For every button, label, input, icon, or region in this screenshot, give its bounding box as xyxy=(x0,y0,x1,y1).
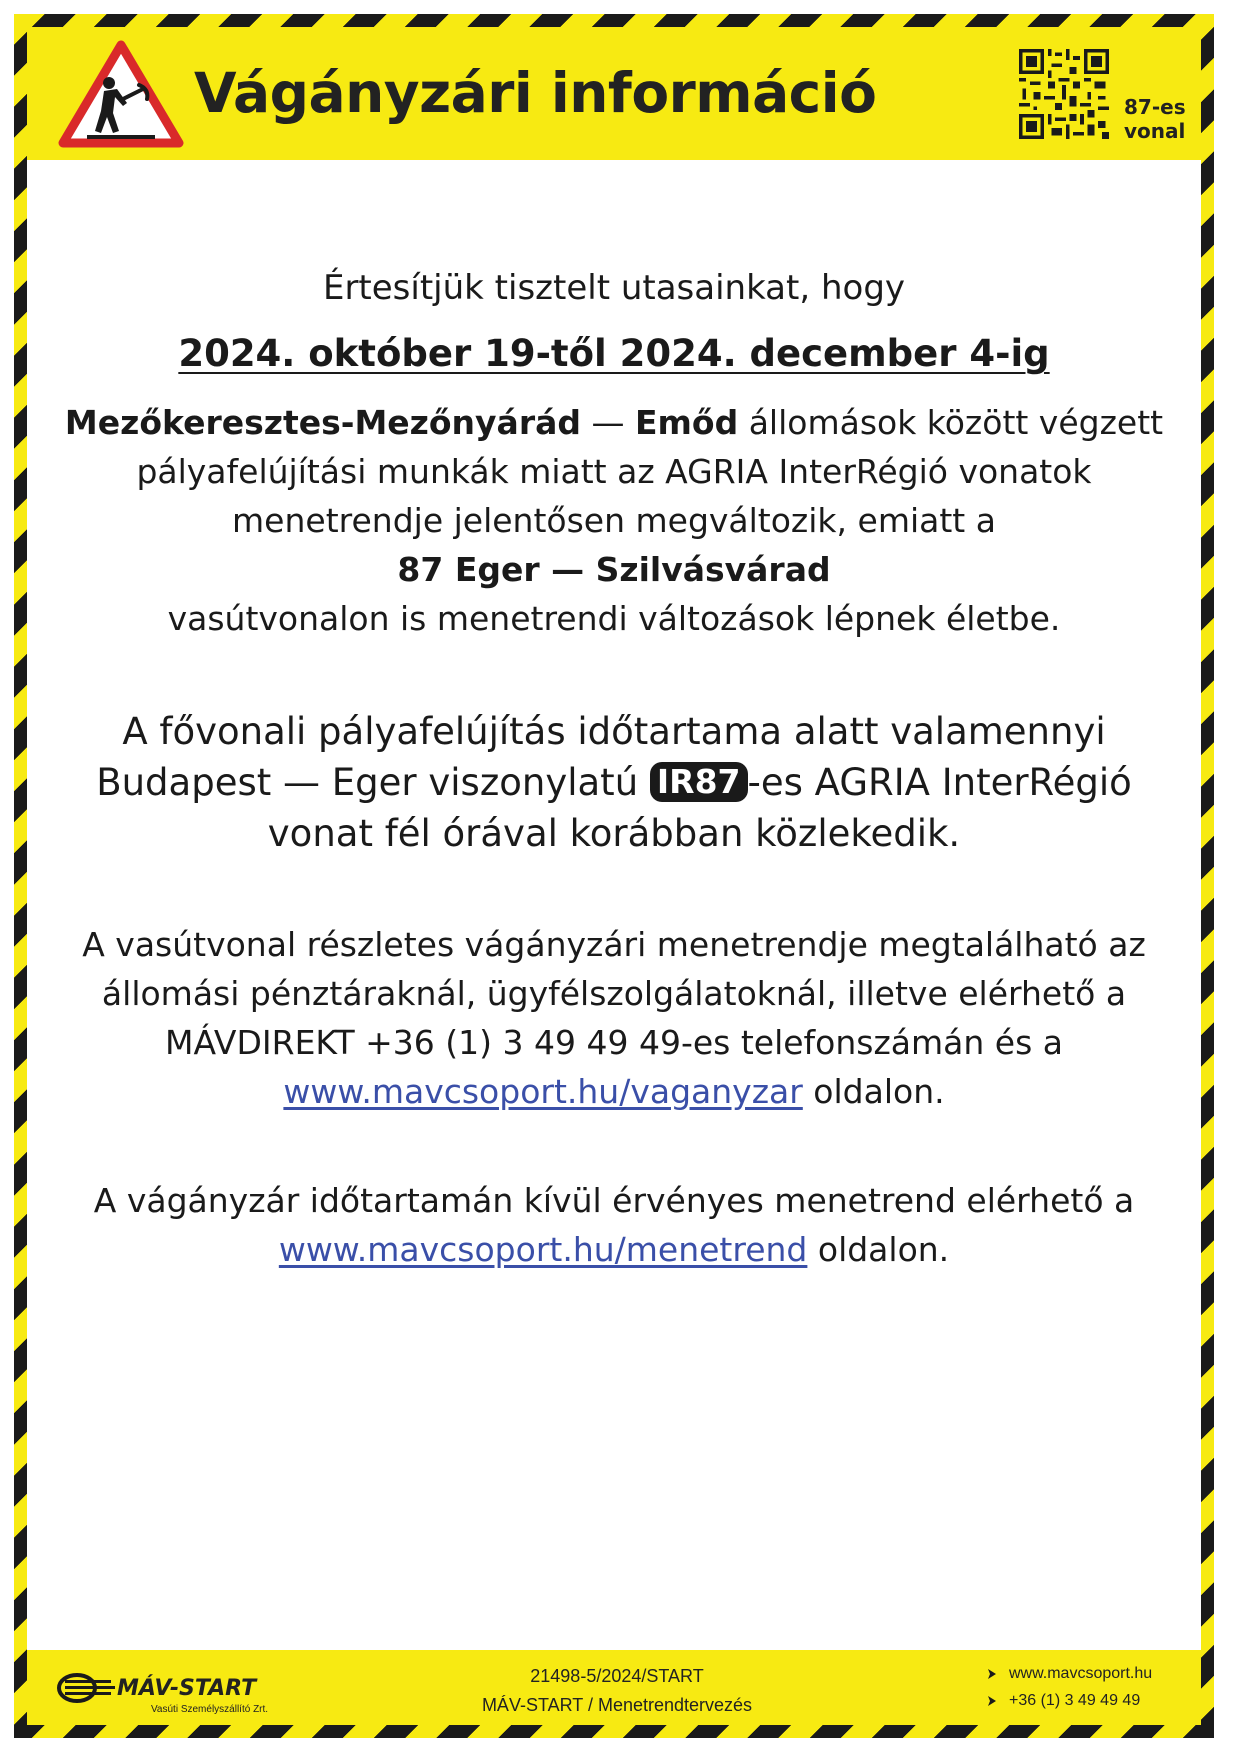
paragraph-3-line-1: A vasútvonal részletes vágányzári menetrendje megtalálható az xyxy=(82,925,1146,964)
paragraph-4-line-1: A vágányzár időtartamán kívül érvényes menetrend elérhető a xyxy=(93,1181,1135,1220)
document-reference xyxy=(467,1662,767,1720)
paragraph-3-line-4 xyxy=(27,1067,1201,1116)
paragraph-2 xyxy=(27,706,1201,859)
contact-phone[interactable] xyxy=(987,1687,1152,1714)
header xyxy=(27,27,1201,160)
arrow-right-icon xyxy=(987,1696,997,1706)
paragraph-3-line-3: MÁVDIREKT +36 (1) 3 49 49 49-es telefonszámán és a xyxy=(164,1023,1063,1062)
phone-text: +36 (1) 3 49 49 49 xyxy=(1009,1691,1141,1709)
line-label xyxy=(1124,95,1186,143)
paragraph-1-rest: állomások között végzett xyxy=(738,403,1164,442)
paragraph-1-line-5: vasútvonalon is menetrendi változások lépnek életbe. xyxy=(167,599,1061,638)
track-worker-warning-icon xyxy=(57,39,185,151)
station-to: Emőd xyxy=(634,403,739,442)
paragraph-1-line-3: menetrendje jelentősen megváltozik, emiatt a xyxy=(232,501,996,540)
logo-subtitle: Vasúti Személyszállító Zrt. xyxy=(151,1704,269,1715)
paragraph-3-suffix: oldalon. xyxy=(802,1072,945,1111)
paragraph-3-line-2: állomási pénztáraknál, ügyfélszolgálatoknál, illetve elérhető a xyxy=(101,974,1127,1013)
mav-start-emblem-icon xyxy=(57,1670,117,1710)
station-from: Mezőkeresztes-Mezőnyárád xyxy=(64,403,581,442)
arrow-right-icon xyxy=(987,1669,997,1679)
paragraph-2-line-1: A fővonali pályafelújítás időtartama alatt valamennyi xyxy=(122,710,1106,753)
mav-start-logo xyxy=(57,1662,269,1715)
paragraph-1-line-2: pályafelújítási munkák miatt az AGRIA InterRégió vonatok xyxy=(136,452,1092,491)
station-dash: — xyxy=(591,403,625,442)
footer xyxy=(27,1650,1201,1725)
department-name: MÁV-START / Menetrendtervezés xyxy=(481,1695,753,1715)
vaganyzar-link[interactable]: www.mavcsoport.hu/vaganyzar xyxy=(283,1072,803,1111)
intro-text: Értesítjük tisztelt utasainkat, hogy xyxy=(322,268,906,308)
railway-line-name: 87 Eger — Szilvásvárad xyxy=(397,550,831,589)
reference-number: 21498-5/2024/START xyxy=(530,1666,704,1686)
qr-code-icon[interactable] xyxy=(1019,49,1109,139)
logo-text: MÁV-START xyxy=(117,1676,257,1701)
notice-body xyxy=(27,160,1201,1650)
date-range-text: 2024. október 19-től 2024. december 4-ig xyxy=(178,332,1050,375)
paragraph-1 xyxy=(27,398,1201,643)
train-type-text: -es AGRIA InterRégió xyxy=(747,761,1132,804)
paragraph-4 xyxy=(27,1176,1201,1274)
paragraph-2-line-2 xyxy=(27,757,1201,808)
line-label-number: 87-es xyxy=(1124,95,1186,119)
paragraph-4-suffix: oldalon. xyxy=(807,1230,950,1269)
paragraph-4-line-2 xyxy=(27,1225,1201,1274)
contact-website[interactable] xyxy=(987,1660,1152,1687)
date-range xyxy=(27,332,1201,375)
paragraph-3 xyxy=(27,920,1201,1116)
website-text: www.mavcsoport.hu xyxy=(1009,1664,1153,1682)
paragraph-1-line-1 xyxy=(27,398,1201,447)
route-text: Budapest — Eger viszonylatú xyxy=(96,761,650,804)
menetrend-link[interactable]: www.mavcsoport.hu/menetrend xyxy=(278,1230,808,1269)
contact-list xyxy=(987,1660,1152,1714)
line-label-word: vonal xyxy=(1124,119,1186,143)
paragraph-2-line-3: vonat fél órával korábban közlekedik. xyxy=(267,812,961,855)
ir87-badge: IR87 xyxy=(650,762,748,802)
page-title: Vágányzári információ xyxy=(194,61,877,125)
